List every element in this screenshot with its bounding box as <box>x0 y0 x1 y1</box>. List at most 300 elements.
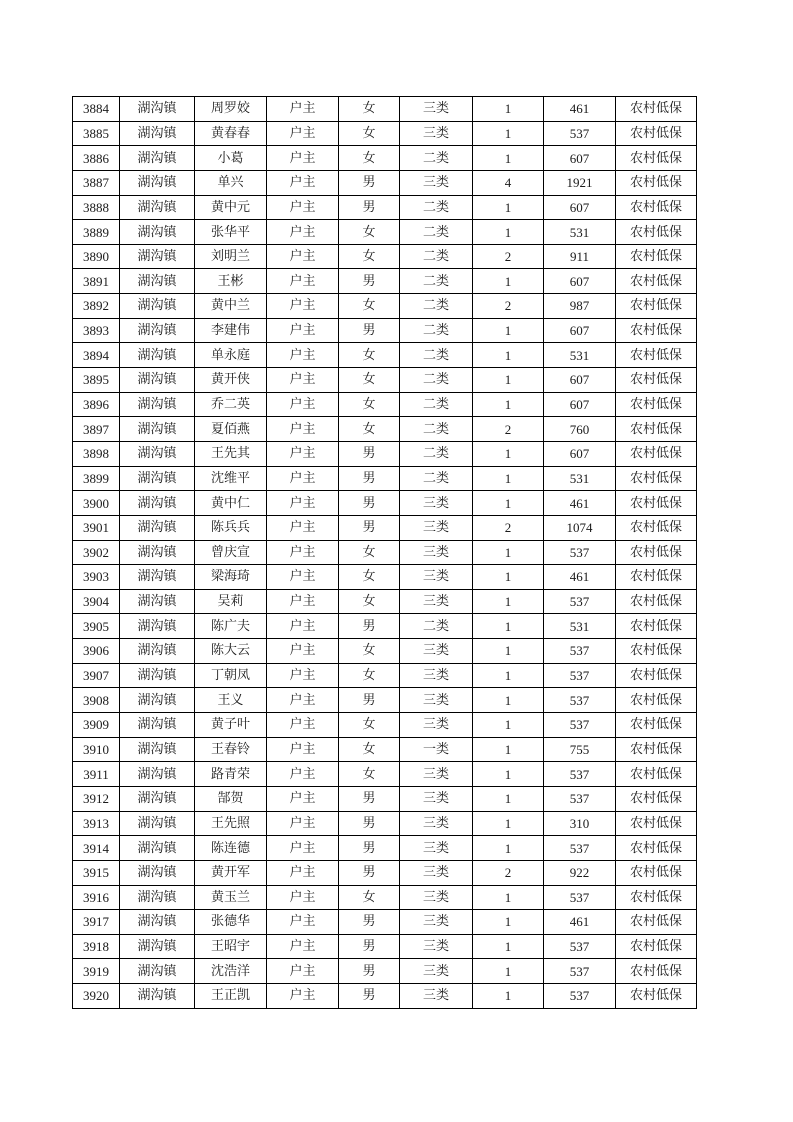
cell-town: 湖沟镇 <box>120 589 195 614</box>
cell-serial-number: 3894 <box>73 343 120 368</box>
cell-gender: 男 <box>339 491 400 516</box>
cell-relation: 户主 <box>267 589 339 614</box>
cell-assistance-type: 农村低保 <box>616 294 697 319</box>
table-row <box>73 663 697 688</box>
cell-category: 三类 <box>400 491 473 516</box>
cell-gender: 女 <box>339 885 400 910</box>
cell-town: 湖沟镇 <box>120 614 195 639</box>
cell-amount: 1074 <box>544 515 616 540</box>
table-row <box>73 368 697 393</box>
cell-assistance-type: 农村低保 <box>616 466 697 491</box>
cell-gender: 男 <box>339 811 400 836</box>
cell-serial-number: 3897 <box>73 417 120 442</box>
table-row <box>73 984 697 1009</box>
cell-relation: 户主 <box>267 614 339 639</box>
cell-town: 湖沟镇 <box>120 417 195 442</box>
cell-town: 湖沟镇 <box>120 441 195 466</box>
cell-serial-number: 3888 <box>73 195 120 220</box>
cell-name: 吴莉 <box>195 589 267 614</box>
cell-name: 夏佰燕 <box>195 417 267 442</box>
cell-assistance-type: 农村低保 <box>616 713 697 738</box>
cell-persons: 4 <box>473 170 544 195</box>
cell-serial-number: 3905 <box>73 614 120 639</box>
cell-serial-number: 3902 <box>73 540 120 565</box>
cell-relation: 户主 <box>267 195 339 220</box>
cell-name: 张华平 <box>195 220 267 245</box>
cell-assistance-type: 农村低保 <box>616 910 697 935</box>
table-row <box>73 811 697 836</box>
cell-serial-number: 3913 <box>73 811 120 836</box>
cell-town: 湖沟镇 <box>120 737 195 762</box>
cell-assistance-type: 农村低保 <box>616 220 697 245</box>
cell-relation: 户主 <box>267 294 339 319</box>
cell-persons: 1 <box>473 392 544 417</box>
cell-persons: 1 <box>473 441 544 466</box>
cell-serial-number: 3893 <box>73 318 120 343</box>
table-row <box>73 737 697 762</box>
cell-assistance-type: 农村低保 <box>616 663 697 688</box>
cell-amount: 537 <box>544 639 616 664</box>
cell-category: 三类 <box>400 515 473 540</box>
cell-amount: 531 <box>544 220 616 245</box>
table-row <box>73 565 697 590</box>
table-row <box>73 515 697 540</box>
cell-amount: 760 <box>544 417 616 442</box>
cell-relation: 户主 <box>267 146 339 171</box>
cell-name: 王昭宇 <box>195 934 267 959</box>
cell-category: 二类 <box>400 466 473 491</box>
cell-name: 周罗姣 <box>195 97 267 122</box>
cell-gender: 女 <box>339 121 400 146</box>
cell-assistance-type: 农村低保 <box>616 97 697 122</box>
cell-amount: 922 <box>544 860 616 885</box>
cell-name: 张德华 <box>195 910 267 935</box>
cell-persons: 2 <box>473 244 544 269</box>
cell-assistance-type: 农村低保 <box>616 762 697 787</box>
cell-name: 黄中仁 <box>195 491 267 516</box>
cell-gender: 男 <box>339 466 400 491</box>
cell-serial-number: 3895 <box>73 368 120 393</box>
cell-serial-number: 3919 <box>73 959 120 984</box>
cell-category: 二类 <box>400 220 473 245</box>
cell-amount: 537 <box>544 663 616 688</box>
cell-relation: 户主 <box>267 491 339 516</box>
cell-amount: 607 <box>544 368 616 393</box>
cell-town: 湖沟镇 <box>120 392 195 417</box>
cell-gender: 男 <box>339 836 400 861</box>
cell-name: 小葛 <box>195 146 267 171</box>
cell-relation: 户主 <box>267 220 339 245</box>
cell-gender: 男 <box>339 269 400 294</box>
cell-amount: 607 <box>544 146 616 171</box>
cell-relation: 户主 <box>267 934 339 959</box>
cell-gender: 男 <box>339 515 400 540</box>
table-row <box>73 836 697 861</box>
cell-persons: 1 <box>473 318 544 343</box>
cell-relation: 户主 <box>267 417 339 442</box>
cell-relation: 户主 <box>267 318 339 343</box>
cell-gender: 女 <box>339 392 400 417</box>
table-row <box>73 97 697 122</box>
cell-name: 王彬 <box>195 269 267 294</box>
table-row <box>73 244 697 269</box>
cell-gender: 女 <box>339 762 400 787</box>
cell-name: 黄中元 <box>195 195 267 220</box>
cell-relation: 户主 <box>267 565 339 590</box>
cell-relation: 户主 <box>267 269 339 294</box>
cell-serial-number: 3904 <box>73 589 120 614</box>
cell-persons: 1 <box>473 146 544 171</box>
cell-relation: 户主 <box>267 885 339 910</box>
cell-category: 三类 <box>400 589 473 614</box>
cell-category: 三类 <box>400 811 473 836</box>
table-row <box>73 540 697 565</box>
cell-town: 湖沟镇 <box>120 934 195 959</box>
cell-town: 湖沟镇 <box>120 639 195 664</box>
cell-relation: 户主 <box>267 811 339 836</box>
cell-gender: 男 <box>339 984 400 1009</box>
cell-serial-number: 3916 <box>73 885 120 910</box>
cell-gender: 女 <box>339 540 400 565</box>
table-row <box>73 885 697 910</box>
table-row <box>73 466 697 491</box>
cell-name: 黄中兰 <box>195 294 267 319</box>
cell-gender: 女 <box>339 565 400 590</box>
cell-gender: 男 <box>339 959 400 984</box>
cell-relation: 户主 <box>267 836 339 861</box>
cell-persons: 1 <box>473 910 544 935</box>
cell-assistance-type: 农村低保 <box>616 392 697 417</box>
cell-name: 黄开军 <box>195 860 267 885</box>
cell-gender: 女 <box>339 589 400 614</box>
cell-relation: 户主 <box>267 860 339 885</box>
cell-town: 湖沟镇 <box>120 762 195 787</box>
cell-persons: 1 <box>473 220 544 245</box>
cell-persons: 1 <box>473 762 544 787</box>
cell-persons: 1 <box>473 786 544 811</box>
cell-persons: 1 <box>473 737 544 762</box>
cell-town: 湖沟镇 <box>120 910 195 935</box>
table-row <box>73 441 697 466</box>
cell-assistance-type: 农村低保 <box>616 836 697 861</box>
cell-gender: 男 <box>339 786 400 811</box>
table-body <box>73 97 697 1009</box>
table-row <box>73 392 697 417</box>
table-row <box>73 786 697 811</box>
cell-relation: 户主 <box>267 368 339 393</box>
cell-name: 曾庆宣 <box>195 540 267 565</box>
cell-persons: 1 <box>473 491 544 516</box>
cell-name: 王先照 <box>195 811 267 836</box>
cell-amount: 531 <box>544 466 616 491</box>
cell-category: 二类 <box>400 417 473 442</box>
cell-persons: 1 <box>473 540 544 565</box>
cell-category: 三类 <box>400 910 473 935</box>
cell-gender: 女 <box>339 97 400 122</box>
cell-name: 单兴 <box>195 170 267 195</box>
cell-persons: 1 <box>473 565 544 590</box>
cell-relation: 户主 <box>267 663 339 688</box>
cell-relation: 户主 <box>267 786 339 811</box>
cell-relation: 户主 <box>267 441 339 466</box>
cell-amount: 537 <box>544 959 616 984</box>
cell-serial-number: 3910 <box>73 737 120 762</box>
cell-category: 三类 <box>400 984 473 1009</box>
cell-gender: 男 <box>339 860 400 885</box>
cell-amount: 537 <box>544 934 616 959</box>
cell-name: 陈广夫 <box>195 614 267 639</box>
table-row <box>73 910 697 935</box>
table-row <box>73 220 697 245</box>
table-row <box>73 713 697 738</box>
cell-relation: 户主 <box>267 737 339 762</box>
cell-serial-number: 3903 <box>73 565 120 590</box>
cell-category: 二类 <box>400 244 473 269</box>
cell-name: 黄子叶 <box>195 713 267 738</box>
cell-relation: 户主 <box>267 244 339 269</box>
cell-assistance-type: 农村低保 <box>616 860 697 885</box>
table-row <box>73 343 697 368</box>
cell-name: 黄开侠 <box>195 368 267 393</box>
cell-name: 王春铃 <box>195 737 267 762</box>
cell-town: 湖沟镇 <box>120 318 195 343</box>
cell-town: 湖沟镇 <box>120 786 195 811</box>
cell-category: 三类 <box>400 688 473 713</box>
cell-category: 二类 <box>400 441 473 466</box>
cell-name: 单永庭 <box>195 343 267 368</box>
cell-relation: 户主 <box>267 639 339 664</box>
cell-town: 湖沟镇 <box>120 491 195 516</box>
cell-amount: 531 <box>544 614 616 639</box>
cell-name: 陈大云 <box>195 639 267 664</box>
cell-serial-number: 3884 <box>73 97 120 122</box>
cell-serial-number: 3891 <box>73 269 120 294</box>
cell-relation: 户主 <box>267 959 339 984</box>
cell-serial-number: 3896 <box>73 392 120 417</box>
table-row <box>73 688 697 713</box>
cell-gender: 女 <box>339 343 400 368</box>
cell-gender: 女 <box>339 663 400 688</box>
cell-amount: 461 <box>544 97 616 122</box>
cell-serial-number: 3918 <box>73 934 120 959</box>
cell-relation: 户主 <box>267 688 339 713</box>
cell-amount: 537 <box>544 885 616 910</box>
table-row <box>73 762 697 787</box>
cell-town: 湖沟镇 <box>120 860 195 885</box>
cell-persons: 1 <box>473 97 544 122</box>
cell-persons: 1 <box>473 984 544 1009</box>
cell-amount: 310 <box>544 811 616 836</box>
cell-town: 湖沟镇 <box>120 368 195 393</box>
cell-town: 湖沟镇 <box>120 515 195 540</box>
cell-relation: 户主 <box>267 984 339 1009</box>
cell-relation: 户主 <box>267 343 339 368</box>
cell-persons: 2 <box>473 515 544 540</box>
cell-serial-number: 3887 <box>73 170 120 195</box>
cell-name: 王先其 <box>195 441 267 466</box>
cell-relation: 户主 <box>267 515 339 540</box>
cell-assistance-type: 农村低保 <box>616 491 697 516</box>
cell-assistance-type: 农村低保 <box>616 515 697 540</box>
cell-town: 湖沟镇 <box>120 885 195 910</box>
cell-name: 梁海琦 <box>195 565 267 590</box>
cell-amount: 607 <box>544 441 616 466</box>
cell-persons: 1 <box>473 195 544 220</box>
cell-name: 路青荣 <box>195 762 267 787</box>
table-row <box>73 121 697 146</box>
cell-gender: 男 <box>339 195 400 220</box>
cell-name: 李建伟 <box>195 318 267 343</box>
cell-serial-number: 3885 <box>73 121 120 146</box>
cell-gender: 女 <box>339 220 400 245</box>
cell-category: 三类 <box>400 540 473 565</box>
cell-town: 湖沟镇 <box>120 713 195 738</box>
cell-amount: 531 <box>544 343 616 368</box>
cell-assistance-type: 农村低保 <box>616 441 697 466</box>
cell-persons: 2 <box>473 294 544 319</box>
cell-name: 陈兵兵 <box>195 515 267 540</box>
cell-relation: 户主 <box>267 392 339 417</box>
cell-amount: 987 <box>544 294 616 319</box>
cell-serial-number: 3907 <box>73 663 120 688</box>
cell-name: 黄玉兰 <box>195 885 267 910</box>
cell-name: 丁朝凤 <box>195 663 267 688</box>
cell-gender: 女 <box>339 713 400 738</box>
cell-serial-number: 3900 <box>73 491 120 516</box>
cell-serial-number: 3908 <box>73 688 120 713</box>
cell-serial-number: 3920 <box>73 984 120 1009</box>
cell-assistance-type: 农村低保 <box>616 368 697 393</box>
cell-persons: 2 <box>473 860 544 885</box>
cell-assistance-type: 农村低保 <box>616 244 697 269</box>
cell-serial-number: 3899 <box>73 466 120 491</box>
cell-assistance-type: 农村低保 <box>616 737 697 762</box>
cell-amount: 537 <box>544 786 616 811</box>
cell-gender: 女 <box>339 368 400 393</box>
cell-amount: 607 <box>544 195 616 220</box>
cell-amount: 537 <box>544 121 616 146</box>
cell-amount: 607 <box>544 318 616 343</box>
cell-town: 湖沟镇 <box>120 565 195 590</box>
cell-category: 三类 <box>400 762 473 787</box>
cell-assistance-type: 农村低保 <box>616 269 697 294</box>
cell-serial-number: 3890 <box>73 244 120 269</box>
table-row <box>73 146 697 171</box>
cell-category: 三类 <box>400 934 473 959</box>
cell-amount: 461 <box>544 491 616 516</box>
cell-assistance-type: 农村低保 <box>616 934 697 959</box>
cell-persons: 1 <box>473 343 544 368</box>
cell-town: 湖沟镇 <box>120 269 195 294</box>
cell-category: 二类 <box>400 392 473 417</box>
cell-town: 湖沟镇 <box>120 663 195 688</box>
cell-serial-number: 3889 <box>73 220 120 245</box>
cell-assistance-type: 农村低保 <box>616 614 697 639</box>
table-row <box>73 860 697 885</box>
cell-name: 黄春春 <box>195 121 267 146</box>
cell-category: 三类 <box>400 663 473 688</box>
cell-assistance-type: 农村低保 <box>616 959 697 984</box>
cell-serial-number: 3915 <box>73 860 120 885</box>
cell-amount: 537 <box>544 984 616 1009</box>
cell-town: 湖沟镇 <box>120 836 195 861</box>
cell-gender: 女 <box>339 417 400 442</box>
cell-persons: 1 <box>473 959 544 984</box>
cell-assistance-type: 农村低保 <box>616 146 697 171</box>
cell-category: 三类 <box>400 565 473 590</box>
table-row <box>73 614 697 639</box>
cell-category: 三类 <box>400 97 473 122</box>
cell-category: 二类 <box>400 195 473 220</box>
cell-gender: 女 <box>339 244 400 269</box>
cell-persons: 2 <box>473 417 544 442</box>
records-table <box>72 96 697 1009</box>
cell-name: 王义 <box>195 688 267 713</box>
cell-relation: 户主 <box>267 121 339 146</box>
cell-relation: 户主 <box>267 97 339 122</box>
cell-persons: 1 <box>473 885 544 910</box>
cell-gender: 女 <box>339 146 400 171</box>
cell-assistance-type: 农村低保 <box>616 540 697 565</box>
cell-town: 湖沟镇 <box>120 984 195 1009</box>
cell-serial-number: 3898 <box>73 441 120 466</box>
cell-relation: 户主 <box>267 540 339 565</box>
cell-relation: 户主 <box>267 713 339 738</box>
cell-category: 二类 <box>400 294 473 319</box>
cell-category: 二类 <box>400 368 473 393</box>
cell-serial-number: 3892 <box>73 294 120 319</box>
table-row <box>73 959 697 984</box>
cell-town: 湖沟镇 <box>120 146 195 171</box>
cell-amount: 537 <box>544 688 616 713</box>
cell-relation: 户主 <box>267 466 339 491</box>
cell-name: 沈浩洋 <box>195 959 267 984</box>
cell-amount: 1921 <box>544 170 616 195</box>
cell-persons: 1 <box>473 639 544 664</box>
cell-amount: 537 <box>544 713 616 738</box>
cell-category: 一类 <box>400 737 473 762</box>
table-row <box>73 294 697 319</box>
cell-amount: 607 <box>544 269 616 294</box>
cell-amount: 537 <box>544 762 616 787</box>
cell-serial-number: 3906 <box>73 639 120 664</box>
cell-town: 湖沟镇 <box>120 294 195 319</box>
cell-serial-number: 3911 <box>73 762 120 787</box>
cell-category: 二类 <box>400 269 473 294</box>
cell-town: 湖沟镇 <box>120 220 195 245</box>
cell-persons: 1 <box>473 589 544 614</box>
cell-assistance-type: 农村低保 <box>616 786 697 811</box>
cell-town: 湖沟镇 <box>120 244 195 269</box>
cell-assistance-type: 农村低保 <box>616 688 697 713</box>
cell-assistance-type: 农村低保 <box>616 811 697 836</box>
cell-persons: 1 <box>473 811 544 836</box>
cell-gender: 女 <box>339 639 400 664</box>
cell-amount: 911 <box>544 244 616 269</box>
cell-persons: 1 <box>473 368 544 393</box>
cell-assistance-type: 农村低保 <box>616 318 697 343</box>
cell-category: 三类 <box>400 713 473 738</box>
cell-assistance-type: 农村低保 <box>616 417 697 442</box>
cell-town: 湖沟镇 <box>120 811 195 836</box>
cell-category: 二类 <box>400 318 473 343</box>
cell-assistance-type: 农村低保 <box>616 984 697 1009</box>
cell-serial-number: 3912 <box>73 786 120 811</box>
cell-gender: 男 <box>339 170 400 195</box>
cell-serial-number: 3914 <box>73 836 120 861</box>
table-row <box>73 639 697 664</box>
cell-persons: 1 <box>473 614 544 639</box>
